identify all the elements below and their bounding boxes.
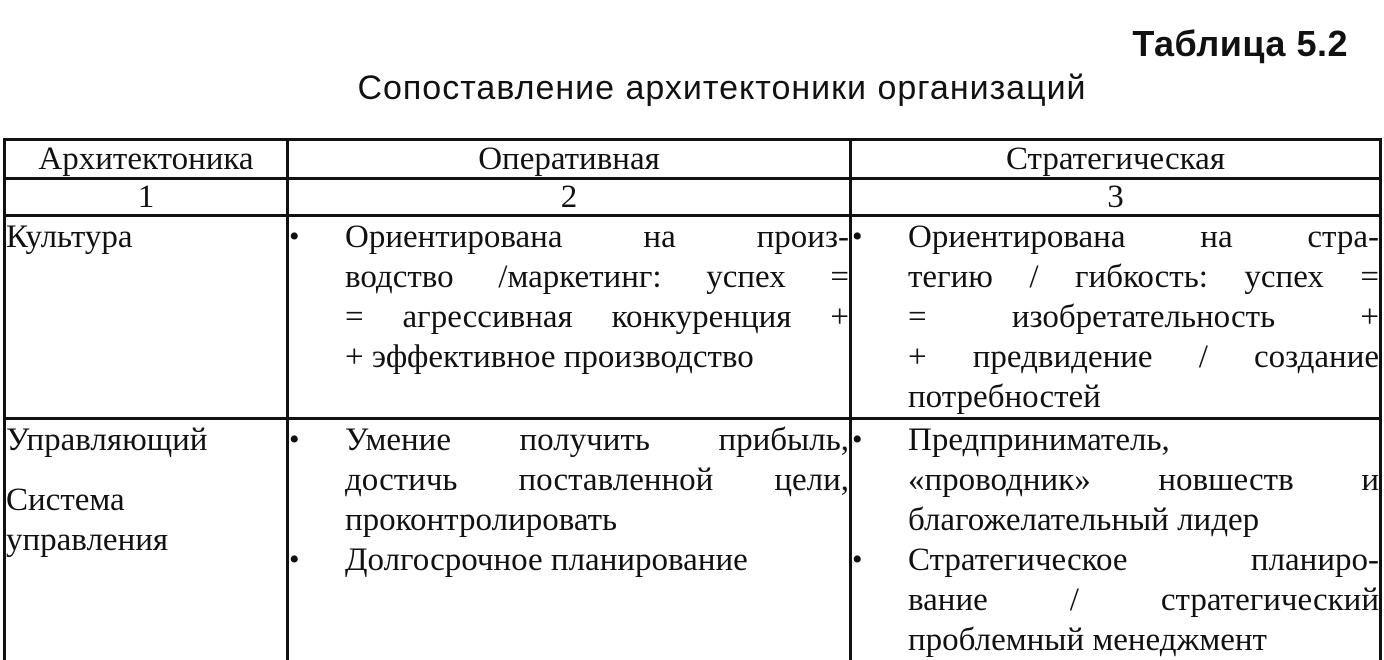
bullet-text-line: Умение получить прибыль, <box>345 420 849 460</box>
bullet-text <box>345 217 849 377</box>
bullet-text-line: = агрессивная конкуренция + <box>345 297 849 337</box>
bullet-item <box>852 540 1379 660</box>
bullet-text <box>908 420 1379 540</box>
bullet-text-line: = изобретательность + <box>908 297 1379 337</box>
bullet-text-line: проблемный менеджмент <box>908 620 1379 660</box>
strategic-cell <box>851 419 1381 660</box>
column-number-3: 3 <box>851 179 1381 216</box>
bullet-icon: • <box>852 420 908 460</box>
column-header-strategic: Стратегическая <box>851 140 1381 179</box>
column-number-2: 2 <box>288 179 851 216</box>
row-label <box>6 217 286 257</box>
row-label-line: Культура <box>6 217 286 257</box>
bullet-text-line: Долгосрочное планирование <box>345 540 849 580</box>
bullet-item <box>852 420 1379 540</box>
row-label <box>6 480 286 560</box>
bullet-text <box>345 420 849 540</box>
bullet-text <box>908 217 1379 417</box>
bullet-icon: • <box>289 540 345 580</box>
bullet-text <box>908 540 1379 660</box>
architectonics-comparison-table <box>3 138 1382 660</box>
bullet-text-line: + эффективное производство <box>345 337 849 377</box>
bullet-icon: • <box>852 540 908 580</box>
bullet-icon: • <box>289 217 345 257</box>
bullet-text-line: водство /маркетинг: успех = <box>345 257 849 297</box>
bullet-text-line: + предвидение / создание <box>908 337 1379 377</box>
bullet-item <box>289 420 849 540</box>
row-label <box>6 420 286 460</box>
bullet-text <box>345 540 849 580</box>
row-label-line: управления <box>6 520 286 560</box>
bullet-text-line: проконтролировать <box>345 500 849 540</box>
bullet-text-line: достичь поставленной цели, <box>345 460 849 500</box>
row-label-line: Система <box>6 480 286 520</box>
operational-cell <box>288 216 851 419</box>
bullet-text-line: Стратегическое планиро- <box>908 540 1379 580</box>
header-row <box>5 140 1381 179</box>
table-row <box>5 419 1381 660</box>
bullet-item <box>289 540 849 580</box>
bullet-text-line: «проводник» новшеств и <box>908 460 1379 500</box>
bullet-text-line: Предприниматель, <box>908 420 1379 460</box>
column-header-operational: Оперативная <box>288 140 851 179</box>
table-row <box>5 216 1381 419</box>
row-label-cell <box>5 216 288 419</box>
bullet-item <box>289 217 849 377</box>
bullet-icon: • <box>289 420 345 460</box>
bullet-text-line: благожелательный лидер <box>908 500 1379 540</box>
bullet-item <box>852 217 1379 417</box>
strategic-cell <box>851 216 1381 419</box>
table-title: Сопоставление архитектоники организаций <box>0 66 1384 110</box>
bullet-text-line: потребностей <box>908 377 1379 417</box>
bullet-icon: • <box>852 217 908 257</box>
table-number-label: Таблица 5.2 <box>1132 24 1348 64</box>
bullet-text-line: Ориентирована на стра- <box>908 217 1379 257</box>
bullet-text-line: Ориентирована на произ- <box>345 217 849 257</box>
bullet-text-line: тегию / гибкость: успех = <box>908 257 1379 297</box>
operational-cell <box>288 419 851 660</box>
bullet-text-line: вание / стратегический <box>908 580 1379 620</box>
column-number-row <box>5 179 1381 216</box>
row-label-cell <box>5 419 288 660</box>
column-number-1: 1 <box>5 179 288 216</box>
column-header-architectonics: Архитектоника <box>5 140 288 179</box>
row-label-line: Управляющий <box>6 420 286 460</box>
